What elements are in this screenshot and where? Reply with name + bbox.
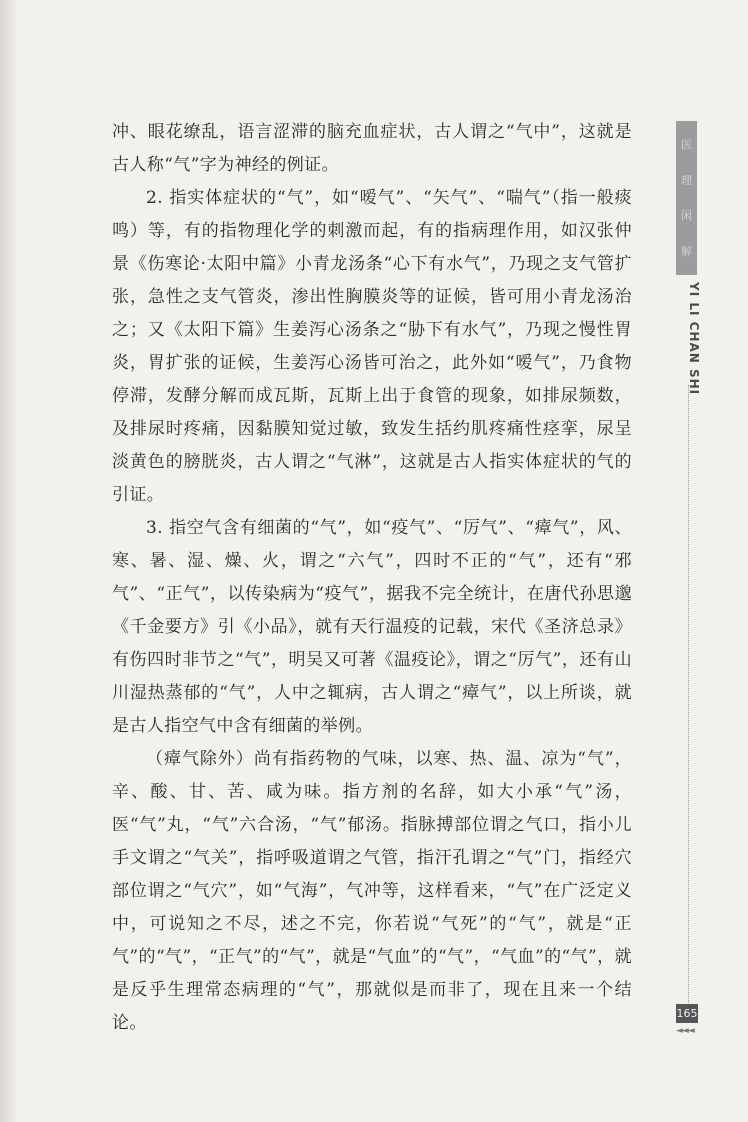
side-latin-title: YI LI CHAN SHI xyxy=(687,282,701,396)
arrows-icon: ◄◄◄ xyxy=(676,1026,694,1036)
page-number: 165 xyxy=(676,1004,698,1023)
body-text xyxy=(112,116,632,1040)
page-edge-shadow xyxy=(0,0,18,1122)
side-dotted-rule xyxy=(688,385,689,1003)
paragraph-point-3: 3. 指空气含有细菌的“气”，如“疫气”、“厉气”、“瘴气”，风、寒、暑、湿、燥、火，谓之“六气”，四时不正的“气”，还有“邪气”、“正气”，以传染病为“疫气”，据我不完全统计，在唐代孙思邈《千金要方》引《小品》，就有天行温疫的记载，宋代《圣济总录》有伤四时非节之“气”，明吴又可著《温疫论》，谓之“厉气”，还有山川湿热蒸郁的“气”，人中之辄病，古人谓之“瘴气”，以上所谈，就是古人指空气中含有细菌的举例。 xyxy=(112,518,632,736)
side-tab-char: 解 xyxy=(681,244,692,258)
side-tab-char: 医 xyxy=(681,138,692,152)
paragraph-conclusion: （瘴气除外）尚有指药物的气味，以寒、热、温、凉为“气”，辛、酸、甘、苦、咸为味。指方剂的名辞，如大小承“气”汤，医“气”丸，“气”六合汤，“气”郁汤。指脉搏部位谓之气口，指小儿手文谓之“气关”，指呼吸道谓之气管，指汗孔谓之“气”门，指经穴部位谓之“气穴”，如“气海”，气冲等，这样看来，“气”在广泛定义中，可说知之不尽，述之不完，你若说“气死”的“气”，就是“正气”的“气”，“正气”的“气”，就是“气血”的“气”，“气血”的“气”，就是反乎生理常态病理的“气”，那就似是而非了，现在且来一个结论。 xyxy=(112,749,632,1033)
side-tab-char: 理 xyxy=(681,173,692,187)
chapter-side-tab xyxy=(676,121,697,275)
side-tab-char: 闲 xyxy=(681,209,692,223)
paragraph-continuation: 冲、眼花缭乱，语言涩滞的脑充血症状，古人谓之“气中”，这就是古人称“气”字为神经的例证。 xyxy=(112,122,632,175)
paragraph-point-2: 2. 指实体症状的“气”，如“嗳气”、“矢气”、“喘气”（指一般痰鸣）等，有的指物理化学的刺激而起，有的指病理作用，如汉张仲景《伤寒论·太阳中篇》小青龙汤条“心下有水气”，乃现之支气管扩张，急性之支气管炎，渗出性胸膜炎等的证候，皆可用小青龙汤治之；又《太阳下篇》生姜泻心汤条之“胁下有水气”，乃现之慢性胃炎，胃扩张的证候，生姜泻心汤皆可治之，此外如“嗳气”，乃食物停滞，发酵分解而成瓦斯，瓦斯上出于食管的现象，如排尿频数，及排尿时疼痛，因黏膜知觉过敏，致发生括约肌疼痛性痉挛，尿呈淡黄色的膀胱炎，古人谓之“气淋”，这就是古人指实体症状的气的引证。 xyxy=(112,188,632,505)
